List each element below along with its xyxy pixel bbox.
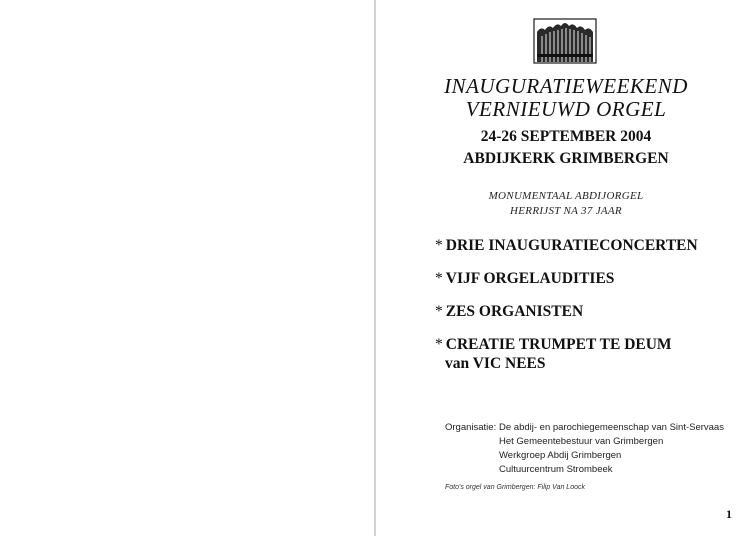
- highlight-item: [435, 302, 735, 321]
- event-title-line-1: INAUGURATIEWEEKEND: [444, 74, 688, 98]
- highlight-item: [435, 335, 735, 373]
- highlight-text: ZES ORGANISTEN: [445, 303, 584, 320]
- organisation-entry: Cultuurcentrum Strombeek: [499, 464, 613, 475]
- highlight-text: DRIE INAUGURATIECONCERTEN: [445, 237, 698, 254]
- organisation-label: Organisatie:: [445, 422, 497, 433]
- bullet-mark: *: [435, 336, 443, 353]
- tagline-line-1: MONUMENTAAL ABDIJORGEL: [488, 190, 644, 202]
- highlight-text: CREATIE TRUMPET TE DEUM: [445, 336, 672, 353]
- tagline-line-2: HERRIJST NA 37 JAAR: [510, 205, 622, 217]
- organisation-entry: De abdij- en parochiegemeenschap van Sint-Servaas: [499, 422, 724, 433]
- bullet-mark: *: [435, 270, 443, 287]
- highlight-item: [435, 269, 735, 288]
- bullet-mark: *: [435, 237, 443, 254]
- event-date: 24-26 SEPTEMBER 2004: [480, 128, 652, 145]
- page-number: 1: [726, 507, 732, 521]
- organisation-entry: Werkgroep Abdij Grimbergen: [499, 450, 622, 461]
- highlight-item: [435, 236, 735, 255]
- organ-pipes-icon: [533, 18, 597, 64]
- composer-credit: van VIC NEES: [445, 355, 546, 372]
- event-title-line-2: VERNIEUWD ORGEL: [465, 97, 667, 121]
- highlights-list: [435, 236, 735, 387]
- organisation-block: [445, 421, 750, 477]
- event-location: ABDIJKERK GRIMBERGEN: [463, 150, 669, 167]
- highlight-text: VIJF ORGELAUDITIES: [445, 270, 615, 287]
- left-page-blank: [0, 0, 374, 536]
- organisation-entry: Het Gemeentebestuur van Grimbergen: [499, 436, 664, 447]
- photo-credit: Foto's orgel van Grimbergen: Filip Van Loock: [445, 484, 585, 491]
- right-page: [376, 0, 750, 536]
- bullet-mark: *: [435, 303, 443, 320]
